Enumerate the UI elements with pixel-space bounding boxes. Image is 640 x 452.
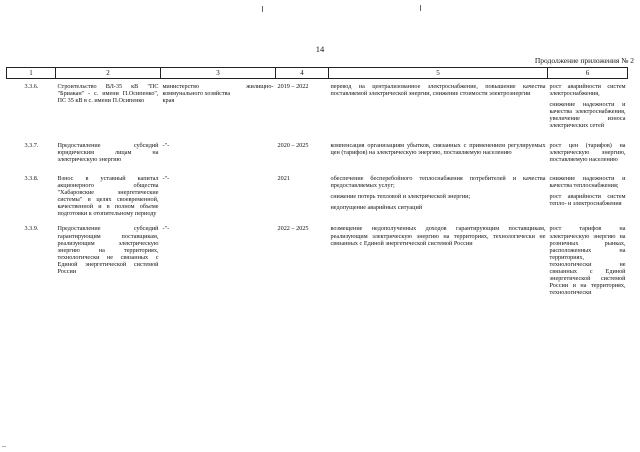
goals-cell <box>329 221 548 304</box>
executor-name: -"- <box>162 174 170 182</box>
consequences-cell <box>548 79 628 138</box>
executor-name: министерство коммунального хозяйства края <box>162 83 231 105</box>
margin-mark: – <box>2 441 6 450</box>
non-implementation-consequence: рост тарифов на электрическую энергию на розничных рынках, расположенных на территориях, технологически не связанных с Единой энергетической системой России и на территориях, технологически <box>549 225 626 297</box>
measure-name-cell <box>56 138 161 171</box>
row-number-cell <box>7 138 56 171</box>
column-number: 5 <box>329 68 548 79</box>
executor-name: -"- <box>162 225 170 233</box>
consequences-cell <box>548 221 628 304</box>
non-implementation-consequence: рост аварийности систем электроснабжения, <box>549 83 626 98</box>
period-cell <box>276 221 329 304</box>
goals-cell <box>329 138 548 171</box>
scan-speck <box>420 5 421 11</box>
executor-cell <box>161 171 276 222</box>
executor <box>163 83 274 104</box>
non-implementation-consequence: рост аварийности систем тепло- и электроснабжения <box>549 193 626 208</box>
executor-name-continued: жилищно- <box>246 83 274 90</box>
row-number: 3.3.6. <box>24 83 39 90</box>
row-number: 3.3.7. <box>24 141 39 149</box>
appendix-continuation-note: Продолжение приложения № 2 <box>534 56 634 65</box>
table-row <box>7 171 628 222</box>
implementation-period: 2022 – 2025 <box>277 225 309 233</box>
table-row <box>7 79 628 138</box>
column-number-header <box>7 68 628 79</box>
non-implementation-consequence: снижение надежности и качества теплоснабжения; <box>549 174 626 189</box>
executor <box>163 175 274 182</box>
row-number-cell <box>7 79 56 138</box>
expected-result: перевод на централизованное электроснабжение, повышение качества поставляемой электрической энергии, снижение стоимости электроэнергии <box>330 83 546 98</box>
period-cell <box>276 79 329 138</box>
consequences-cell <box>548 171 628 222</box>
expected-result: компенсация организациям убытков, связанных с применением регулируемых цен (тарифов) на электрическую энергию, поставляемую населению <box>330 141 546 156</box>
implementation-period: 2021 <box>277 174 290 182</box>
executor-cell <box>161 79 276 138</box>
executor-cell <box>161 138 276 171</box>
non-implementation-consequence: снижение надежности и качества электроснабжения, увеличение износа электрических сетей <box>549 101 626 130</box>
measure-name: Строительство ВЛ-35 кВ "ПС "Бриакан" - с. имени П.Осипенко", ПС 35 кВ в с. имени П.Осипенко <box>57 83 159 105</box>
program-measures-table <box>6 67 628 304</box>
period-cell <box>276 138 329 171</box>
column-number: 1 <box>7 68 56 79</box>
executor-name: -"- <box>162 141 170 149</box>
row-number-cell <box>7 171 56 222</box>
executor <box>163 142 274 149</box>
row-number: 3.3.8. <box>24 174 39 182</box>
expected-result: возмещение недополученных доходов гарантирующим поставщикам, реализующим электрическую энергию на территориях, технологически не связанных с Единой энергетической системой России <box>330 225 546 247</box>
measure-name: Предоставление субсидий юридическим лицам на электрическую энергию <box>57 141 159 163</box>
measure-name-cell <box>56 221 161 304</box>
expected-result: снижение потерь тепловой и электрической энергии; <box>330 193 471 201</box>
goals-cell <box>329 79 548 138</box>
measure-name-cell <box>56 171 161 222</box>
column-number: 3 <box>161 68 276 79</box>
column-number: 2 <box>56 68 161 79</box>
table-row <box>7 221 628 304</box>
measure-name: Взнос в уставный капитал акционерного общества "Хабаровские энергетические системы" в целях своевременной, качественной и в полном объеме подготовки к отопительному периоду <box>57 174 159 218</box>
executor <box>163 225 274 232</box>
column-number: 6 <box>548 68 628 79</box>
measure-name-cell <box>56 79 161 138</box>
row-number: 3.3.9. <box>24 225 39 233</box>
goals-cell <box>329 171 548 222</box>
expected-result: обеспечение бесперебойного теплоснабжения потребителей и качества предоставляемых услуг; <box>330 174 546 189</box>
non-implementation-consequence: рост цен (тарифов) на электрическую энергию, поставляемую населению <box>549 141 626 163</box>
column-number: 4 <box>276 68 329 79</box>
implementation-period: 2019 – 2022 <box>277 83 309 90</box>
consequences-cell <box>548 138 628 171</box>
row-number-cell <box>7 221 56 304</box>
measure-name: Предоставление субсидий гарантирующим поставщикам, реализующим электрическую энергию на территориях, технологически не связанных с Единой энергетической системой России <box>57 225 159 275</box>
expected-result: недопущение аварийных ситуаций <box>330 204 423 212</box>
table-row <box>7 138 628 171</box>
period-cell <box>276 171 329 222</box>
page-number: 14 <box>315 44 325 54</box>
scan-speck <box>262 6 263 12</box>
implementation-period: 2020 – 2025 <box>277 141 309 149</box>
executor-cell <box>161 221 276 304</box>
